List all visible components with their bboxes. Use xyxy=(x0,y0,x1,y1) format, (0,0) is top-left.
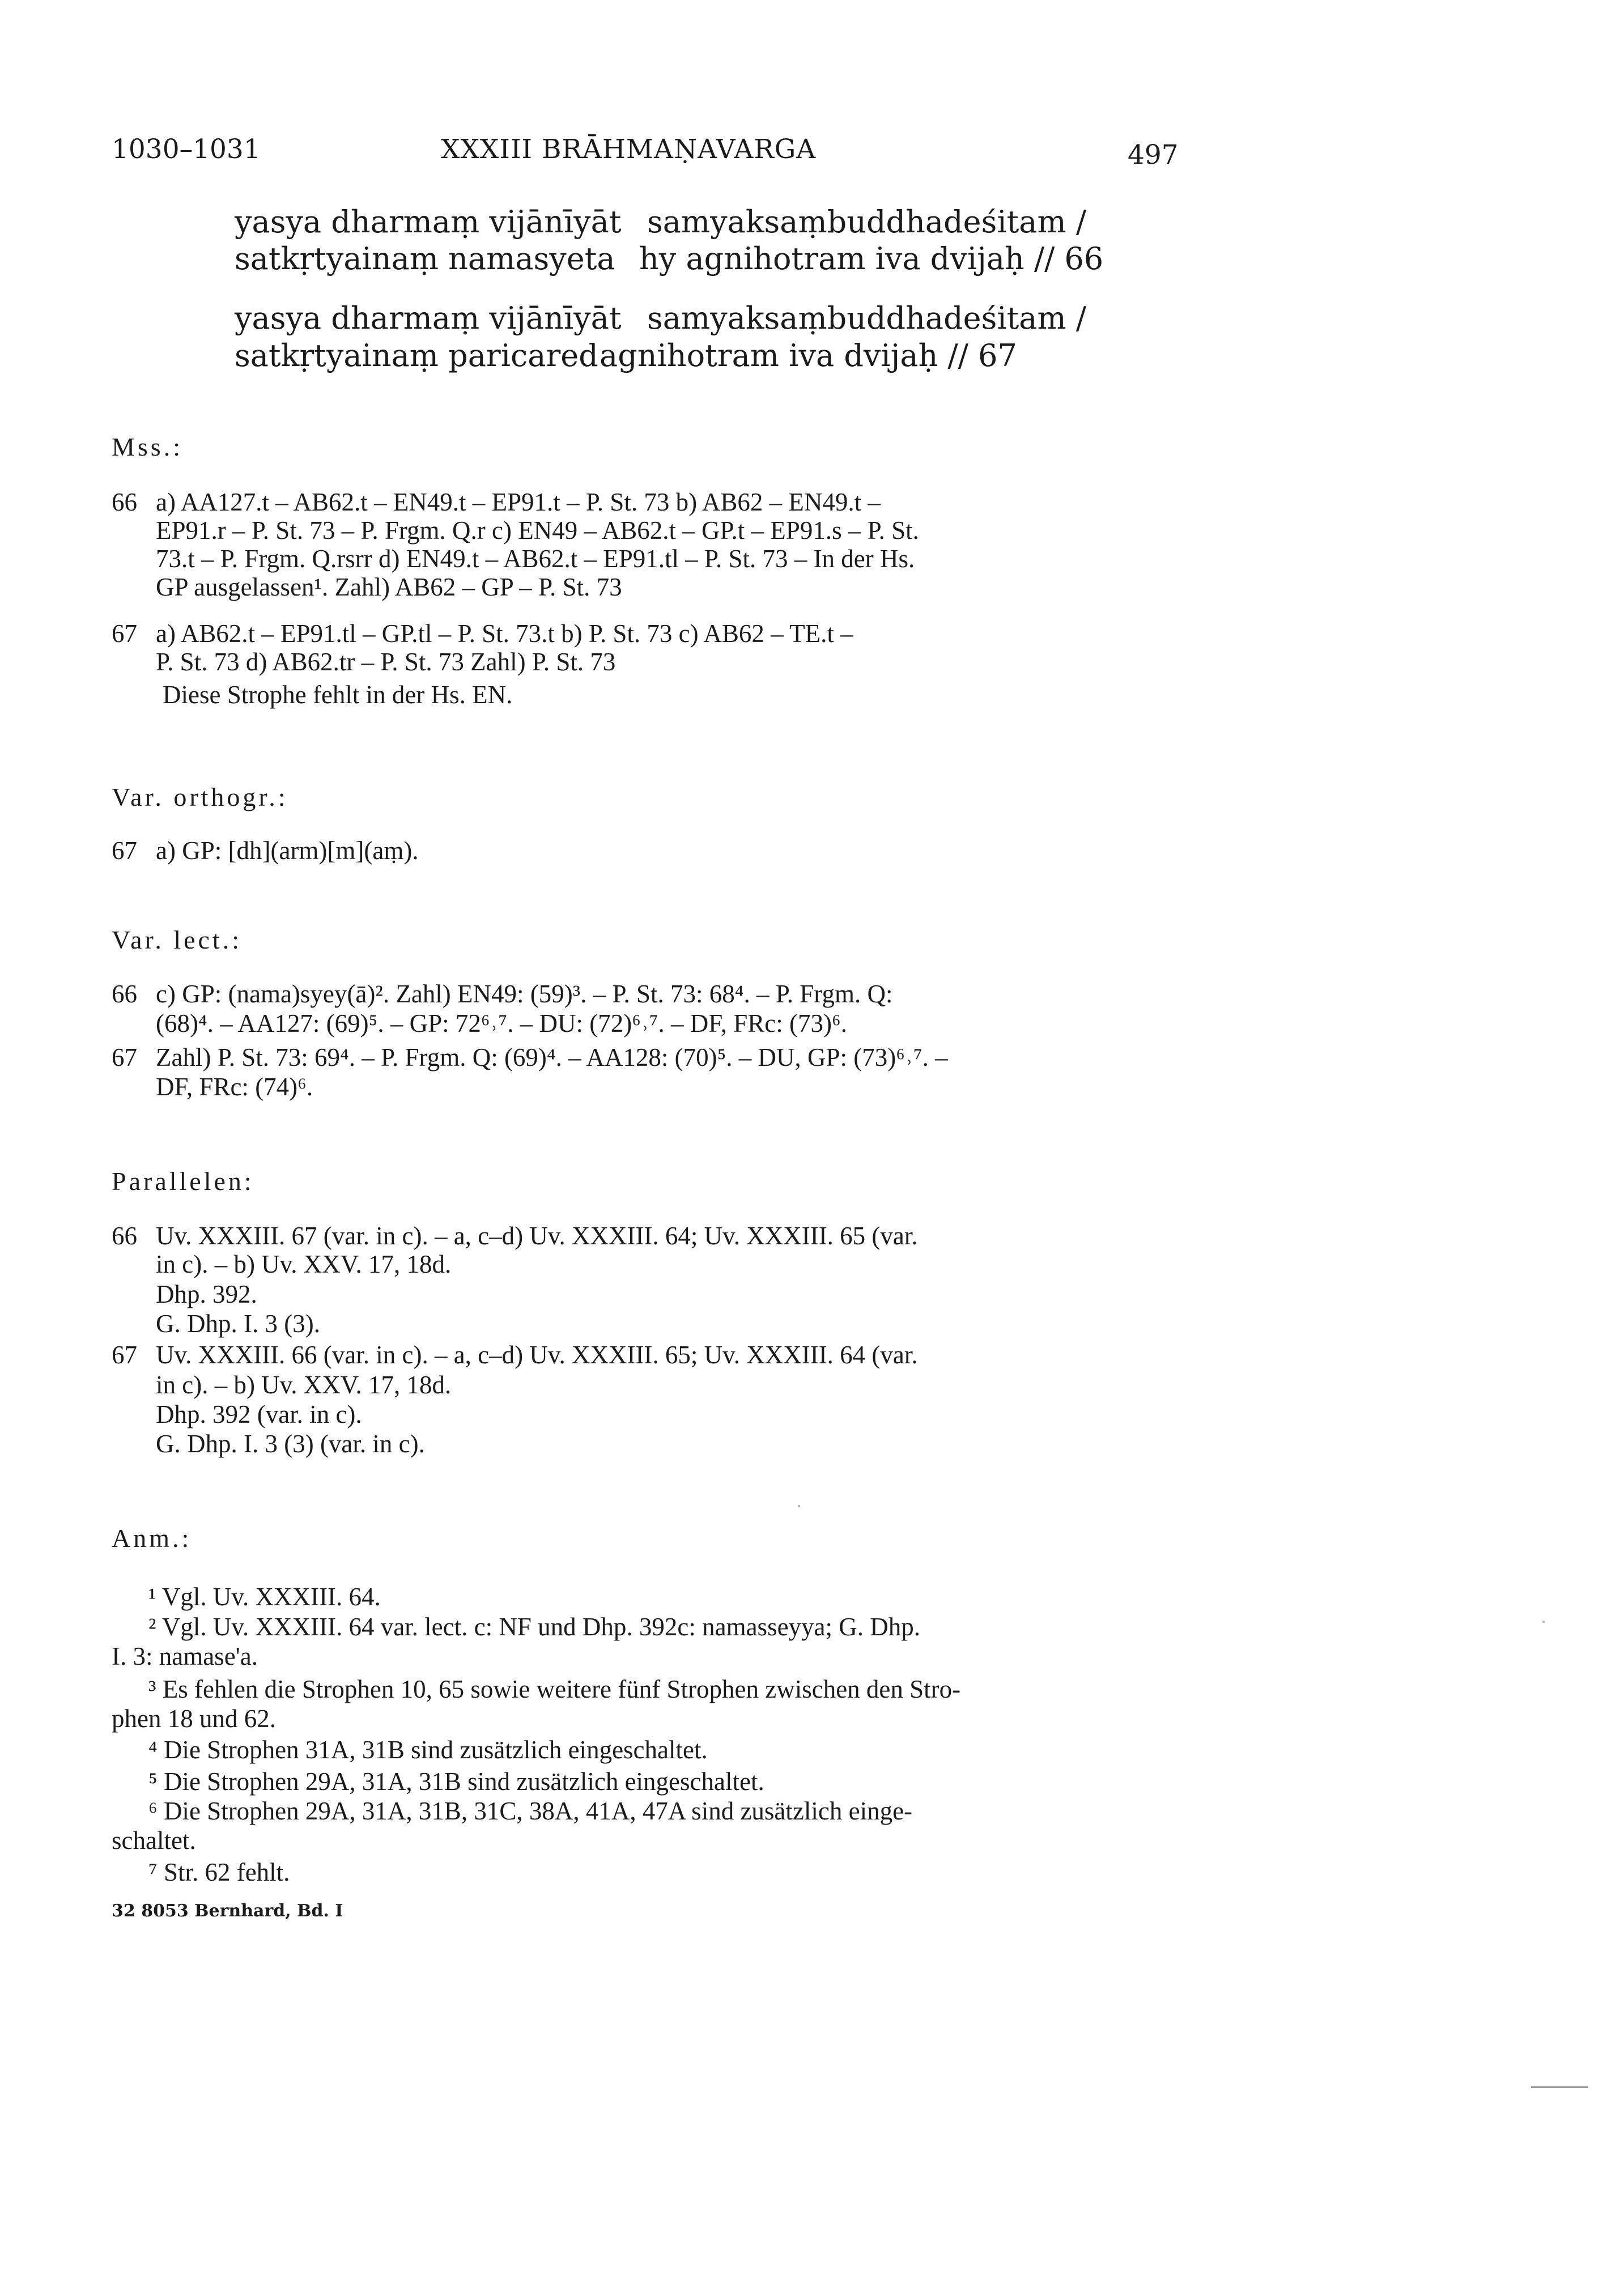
parallelen-66-line: in c). – b) Uv. XXV. 17, 18d. xyxy=(156,1250,452,1278)
footnote-line: ² Vgl. Uv. XXXIII. 64 var. lect. c: NF und Dhp. 392c: namasseyya; G. Dhp. xyxy=(148,1613,921,1641)
entry-number: 67 xyxy=(112,619,137,648)
entry-number: 67 xyxy=(112,1341,137,1369)
verse-66-line1-b: samyaksaṃbuddhadeśitam / xyxy=(647,204,1087,240)
mss-66-line: a) AA127.t – AB62.t – EN49.t – EP91.t – P. St. 73 b) AB62 – EN49.t – xyxy=(156,488,881,516)
var-orthogr-line: a) GP: [dh](arm)[m](aṃ). xyxy=(156,836,419,865)
verse-66-line2-a: satkṛtyainaṃ namasyeta xyxy=(235,241,615,277)
verse-66-line2-b: hy agnihotram iva dvijaḥ // 66 xyxy=(639,241,1104,277)
var-lect-67-line: Zahl) P. St. 73: 69⁴. – P. Frgm. Q: (69)⁴. – AA128: (70)⁵. – DU, GP: (73)⁶˒⁷. – xyxy=(156,1043,948,1072)
verse-67-line1-b: samyaksaṃbuddhadeśitam / xyxy=(647,300,1087,336)
mss-67-line: a) AB62.t – EP91.tl – GP.tl – P. St. 73.t b) P. St. 73 c) AB62 – TE.t – xyxy=(156,619,853,648)
parallelen-67-line: in c). – b) Uv. XXV. 17, 18d. xyxy=(156,1371,452,1399)
footnote-line: ⁷ Str. 62 fehlt. xyxy=(148,1858,290,1886)
parallelen-67-line: Uv. XXXIII. 66 (var. in c). – a, c–d) Uv. XXXIII. 65; Uv. XXXIII. 64 (var. xyxy=(156,1341,918,1369)
section-heading-anm: Anm.: xyxy=(112,1524,192,1553)
footnote-line: phen 18 und 62. xyxy=(112,1704,276,1733)
verse-67-line2-b: agnihotram iva dvijaḥ // 67 xyxy=(600,338,1017,373)
header-page-range: 1030–1031 xyxy=(112,134,261,165)
parallelen-66-line: Dhp. 392. xyxy=(156,1280,257,1308)
section-heading-var-orthogr: Var. orthogr.: xyxy=(112,783,288,811)
mss-66-line: GP ausgelassen¹. Zahl) AB62 – GP – P. St. 73 xyxy=(156,573,622,601)
scan-speck xyxy=(798,1505,800,1507)
footnote-line: ⁴ Die Strophen 31A, 31B sind zusätzlich eingeschaltet. xyxy=(148,1736,708,1764)
footnote-line: ⁶ Die Strophen 29A, 31A, 31B, 31C, 38A, 41A, 47A sind zusätzlich einge- xyxy=(148,1797,913,1825)
mss-67-line: Diese Strophe fehlt in der Hs. EN. xyxy=(163,681,513,709)
var-lect-66-line: (68)⁴. – AA127: (69)⁵. – GP: 72⁶˒⁷. – DU: (72)⁶˒⁷. – DF, FRc: (73)⁶. xyxy=(156,1009,847,1038)
scan-speck xyxy=(1542,1621,1545,1623)
entry-number: 66 xyxy=(112,980,137,1008)
var-lect-66-line: c) GP: (nama)syey(ā)². Zahl) EN49: (59)³. – P. St. 73: 68⁴. – P. Frgm. Q: xyxy=(156,980,893,1008)
footnote-line: ⁵ Die Strophen 29A, 31A, 31B sind zusätzlich eingeschaltet. xyxy=(148,1767,764,1796)
header-page-number: 497 xyxy=(1128,139,1179,171)
parallelen-67-line: G. Dhp. I. 3 (3) (var. in c). xyxy=(156,1430,425,1458)
footnote-line: ¹ Vgl. Uv. XXXIII. 64. xyxy=(148,1583,381,1611)
section-heading-parallelen: Parallelen: xyxy=(112,1167,254,1196)
var-lect-67-line: DF, FRc: (74)⁶. xyxy=(156,1073,313,1101)
mss-66-line: 73.t – P. Frgm. Q.rsrr d) EN49.t – AB62.t – EP91.tl – P. St. 73 – In der Hs. xyxy=(156,545,915,573)
footnote-line: I. 3: namase'a. xyxy=(112,1642,258,1670)
verse-67-line1-a: yasya dharmaṃ vijānīyāt xyxy=(235,300,622,336)
header-chapter-title: XXXIII BRĀHMAṆAVARGA xyxy=(441,134,817,165)
footnote-line: schaltet. xyxy=(112,1826,196,1855)
scan-mark xyxy=(1531,2086,1588,2088)
entry-number: 67 xyxy=(112,1043,137,1072)
verse-66-line1-a: yasya dharmaṃ vijānīyāt xyxy=(235,204,622,240)
entry-number: 66 xyxy=(112,1222,137,1250)
verse-67-line2-a: satkṛtyainaṃ paricared xyxy=(235,338,598,373)
print-signature: 32 8053 Bernhard, Bd. I xyxy=(112,1901,343,1921)
entry-number: 67 xyxy=(112,836,137,865)
entry-number: 66 xyxy=(112,488,137,516)
parallelen-66-line: G. Dhp. I. 3 (3). xyxy=(156,1309,320,1338)
mss-66-line: EP91.r – P. St. 73 – P. Frgm. Q.r c) EN49 – AB62.t – GP.t – EP91.s – P. St. xyxy=(156,516,919,545)
section-heading-mss: Mss.: xyxy=(112,432,183,461)
section-heading-var-lect: Var. lect.: xyxy=(112,925,242,954)
mss-67-line: P. St. 73 d) AB62.tr – P. St. 73 Zahl) P. St. 73 xyxy=(156,648,616,676)
footnote-line: ³ Es fehlen die Strophen 10, 65 sowie weitere fünf Strophen zwischen den Stro- xyxy=(148,1675,961,1703)
parallelen-66-line: Uv. XXXIII. 67 (var. in c). – a, c–d) Uv. XXXIII. 64; Uv. XXXIII. 65 (var. xyxy=(156,1222,918,1250)
parallelen-67-line: Dhp. 392 (var. in c). xyxy=(156,1400,362,1428)
